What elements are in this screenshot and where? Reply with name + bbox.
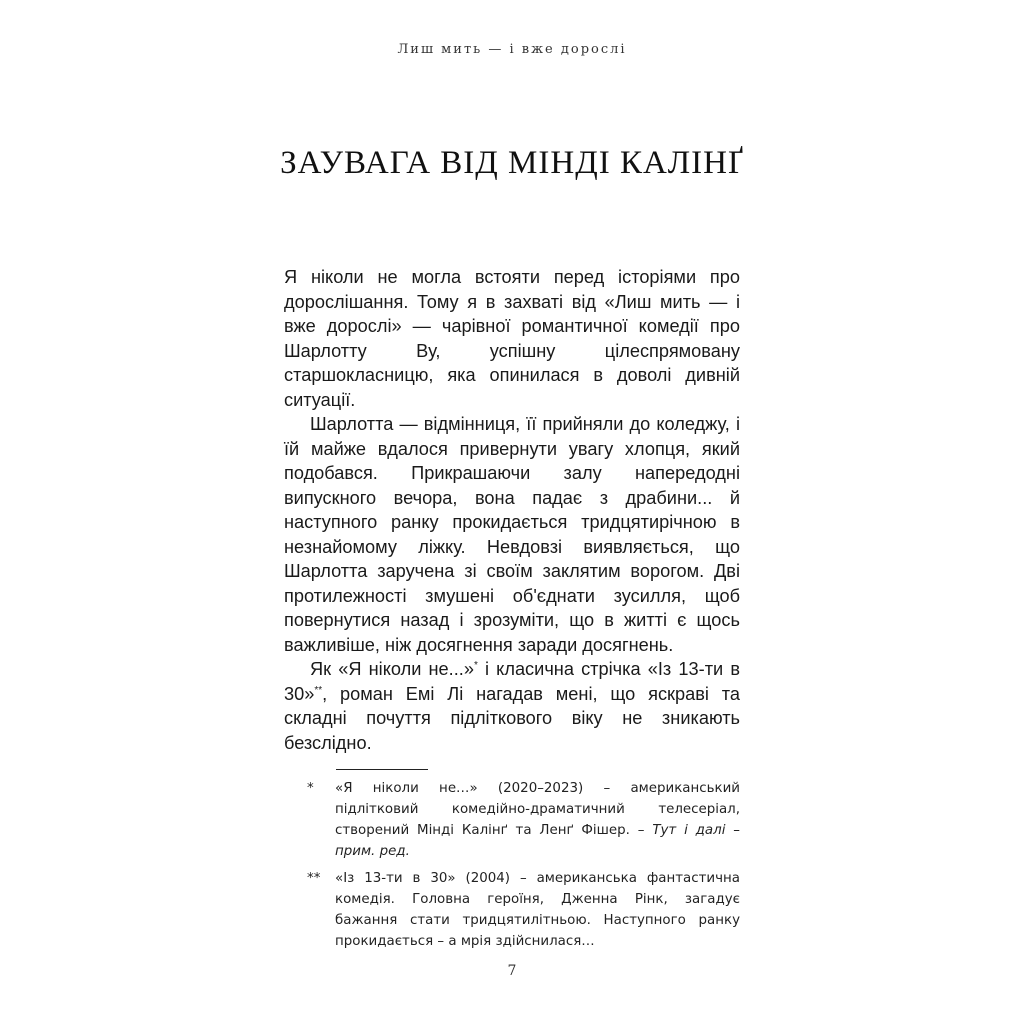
body-text	[284, 265, 740, 755]
paragraph-3	[284, 657, 740, 755]
chapter-title: ЗАУВАГА ВІД МІНДІ КАЛІНҐ	[280, 145, 744, 181]
footnote-ref-2: **	[314, 684, 323, 696]
footnote-1-editor-note: Тут і далі – прим. ред.	[335, 823, 740, 859]
footnote-2-mark: **	[307, 871, 321, 886]
footnote-1-mark: *	[307, 781, 314, 796]
paragraph-3-part-b: і класична стрічка «Із 13-ти в 30»	[284, 659, 740, 704]
paragraph-1: Я ніколи не могла встояти перед історіями про дорослішання. Тому я в захваті від «Лиш мить — і вже дорослі» — чарівної романтичної комедії про Шарлотту Ву, успішну цілеспрямовану старшокласницю, яка опинилася в доволі дивній ситуації.	[284, 267, 740, 410]
footnote-2	[307, 868, 740, 952]
running-head: Лиш мить — і вже дорослі	[397, 42, 627, 57]
footnote-rule	[336, 769, 428, 770]
paragraph-2: Шарлотта — відмінниця, її прийняли до коледжу, і їй майже вдалося привернути увагу хлопця, який подобався. Прикрашаючи залу напередодні випускного вечора, вона падає з драбини... й наступного ранку прокидається тридцятирічною в незнайомому ліжку. Невдовзі виявляється, що Шарлотта заручена зі своїм заклятим ворогом. Дві протилежності змушені об'єднати зусилля, щоб повернутися назад і зрозуміти, що в житті є щось важливіше, ніж досягнення заради досягнень.	[284, 414, 740, 655]
footnote-1-text	[335, 778, 740, 862]
footnote-1-body: «Я ніколи не…» (2020–2023) – американський підлітковий комедійно-драматичний телесеріал, створений Мінді Калінґ та Ленґ Фішер. –	[335, 781, 740, 838]
paragraph-3-part-c: , роман Емі Лі нагадав мені, що яскраві та складні почуття підліткового віку не зникають безслідно.	[284, 683, 740, 753]
page-number: 7	[507, 963, 517, 979]
footnote-ref-1: *	[473, 659, 478, 671]
footnotes	[307, 778, 740, 958]
paragraph-3-part-a: Як «Я ніколи не...»	[310, 659, 474, 679]
footnote-1	[307, 778, 740, 862]
footnote-2-text: «Із 13-ти в 30» (2004) – американська фантастична комедія. Головна героїня, Дженна Рінк, загадує бажання стати тридцятилітньою. Наступного ранку прокидається – а мрія здійснилася…	[335, 871, 740, 949]
